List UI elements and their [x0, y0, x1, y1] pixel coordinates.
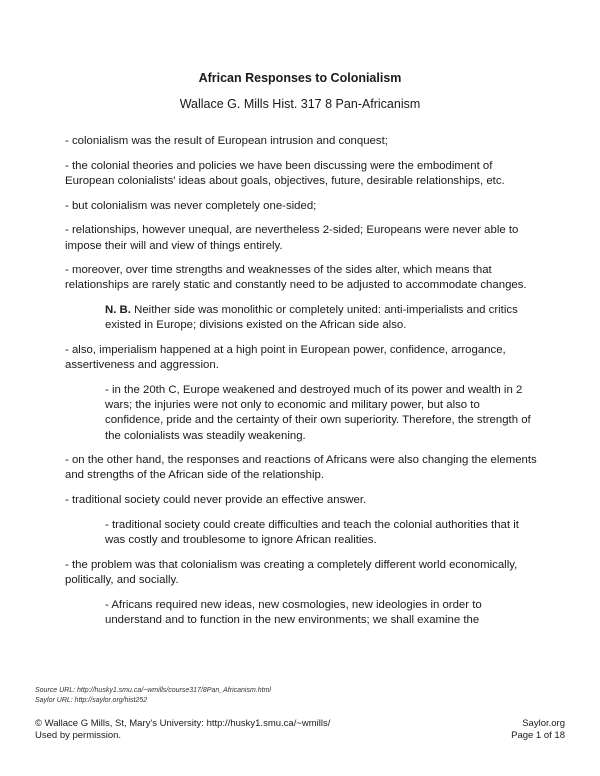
paragraph: - but colonialism was never completely one-sided; [65, 199, 317, 212]
page-number: Page 1 of 18 [511, 730, 565, 741]
indented-paragraph: - in the 20th C, Europe weakened and destroyed much of its power and wealth in 2 wars; the injuries were not only to economic and military power, but also to confidence, pride and the certainty of their own superiority. Therefore, the strength of the colonialists was steadily weakening. [105, 383, 531, 442]
nb-label: N. B. [105, 304, 131, 317]
nb-paragraph [65, 303, 540, 333]
nb-text: Neither side was monolithic or completely united: anti-imperialists and critics existed in Europe; divisions existed on the African side also. [105, 304, 518, 332]
footer-right [511, 718, 565, 742]
footer-copyright: © Wallace G Mills, St, Mary's University: http://husky1.smu.ca/~wmills/ [35, 718, 331, 729]
paragraph: - on the other hand, the responses and reactions of Africans were also changing the elements and strengths of the African side of the relationship. [65, 454, 537, 482]
paragraph: - also, imperialism happened at a high point in European power, confidence, arrogance, assertiveness and aggression. [65, 344, 506, 372]
document-body [65, 134, 540, 638]
footer-left [35, 718, 330, 742]
paragraph: - the problem was that colonialism was creating a completely different world economically, politically, and socially. [65, 558, 518, 586]
paragraph: - moreover, over time strengths and weaknesses of the sides alter, which means that relationships are rarely static and constantly need to be adjusted to accommodate changes. [65, 264, 527, 292]
saylor-url-link[interactable]: Saylor URL: http://saylor.org/hist252 [35, 696, 148, 704]
source-urls [35, 686, 271, 705]
source-url-link[interactable]: Source URL: http://husky1.smu.ca/~wmills/course317/8Pan_Africanism.html [35, 687, 271, 694]
footer-permission: Used by permission. [35, 730, 122, 741]
indented-paragraph: - Africans required new ideas, new cosmologies, new ideologies in order to understand and to function in the new environments; we shall examine the [105, 598, 482, 626]
paragraph: - traditional society could never provide an effective answer. [65, 494, 367, 507]
footer-site: Saylor.org [522, 718, 565, 729]
document-subtitle: Wallace G. Mills Hist. 317 8 Pan-Africanism [179, 97, 421, 111]
paragraph: - colonialism was the result of European intrusion and conquest; [65, 135, 388, 147]
paragraph: - the colonial theories and policies we have been discussing were the embodiment of European colonialists' ideas about goals, objectives, future, desirable relationships, etc. [65, 159, 505, 187]
document-title: African Responses to Colonialism [198, 71, 402, 85]
paragraph: - relationships, however unequal, are nevertheless 2-sided; Europeans were never able to impose their will and view of things entirely. [65, 224, 519, 252]
indented-paragraph: - traditional society could create difficulties and teach the colonial authorities that it was costly and troublesome to ignore African realities. [105, 518, 519, 547]
